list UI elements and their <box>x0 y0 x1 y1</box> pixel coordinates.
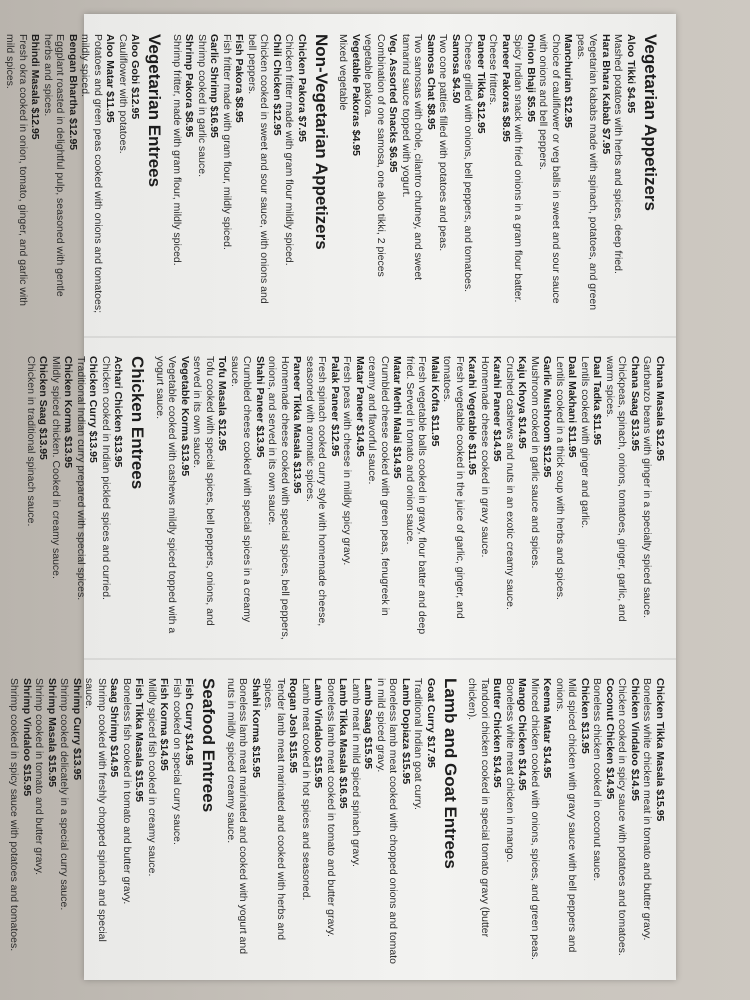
menu-item-description: Chicken cooked in sweet and sour sauce, with onions and bell peppers. <box>246 34 271 304</box>
menu-item-description: Eggplant roasted in delightful pulp, seasoned with gentle herbs and spices. <box>42 34 67 297</box>
menu-item-description: Fresh vegetable balls cooked in gravy, flour batter and deep fried. Served in tomato and onion sauce. <box>404 356 429 635</box>
menu-item-description: Potatoes and green peas cooked with onions and tomatoes; mildly spiced. <box>79 34 104 314</box>
menu-item-description: Cheese fritters. <box>487 34 500 106</box>
menu-item-description: Shrimp cooked in spicy sauce with potatoes and tomatoes. <box>8 678 21 952</box>
menu-item-description: Two samosas with chole, cilantro chutney, and sweet tamarind sauce topped with yogurt. <box>400 34 425 281</box>
menu-item <box>154 356 192 642</box>
menu-item-description: Boneless fish cooked in tomato and butter gravy. <box>121 678 133 905</box>
menu-item-description: Choice of cauliflower or veg balls in sweet and sour sauce with onions and bell peppers. <box>537 34 562 304</box>
menu-item-name-price: Onion Bhaji $5.95 <box>525 34 537 123</box>
menu-item-name-price: Tofu Masala $12.95 <box>216 356 229 451</box>
menu-item-name-price: Chicken Saag $13.95 <box>37 356 50 460</box>
menu-item-description: Crushed cashews and nuts in an exotic creamy sauce. <box>504 356 516 610</box>
menu-item <box>350 678 375 964</box>
menu-item <box>33 678 58 964</box>
menu-item-description: Mildly spiced fish cooked in creamy sauce. <box>146 678 158 877</box>
menu-item-name-price: Kaju Khoya $14.95 <box>516 356 529 449</box>
menu-item <box>246 34 284 320</box>
menu-item-name-price: Palak Paneer $12.95 <box>329 356 341 457</box>
menu-item-name-price: Matar Paneer $14.95 <box>354 356 366 457</box>
menu-item-description: Mildly spiced chicken. Cooked in creamy sauce. <box>50 356 62 579</box>
menu-item-name-price: Keema Matar $14.95 <box>541 678 554 779</box>
menu-sheet <box>4 14 676 980</box>
menu-item <box>337 34 362 320</box>
menu-item-description: Traditional Indian goat curry. <box>412 678 425 810</box>
menu-item-name-price: Vegetable Korma $13.95 <box>179 356 191 477</box>
menu-item-name-price: Lamb Tikka Masala $16.95 <box>337 678 350 809</box>
menu-item-description: Fresh spinach cooked curry style with homemade cheese, seasoned with aromatic spices. <box>304 356 329 627</box>
section-title: Vegetarian Entrees <box>145 34 165 188</box>
menu-item-description: Fish fritter made with gram flour, mildly spiced. <box>221 34 233 250</box>
menu-item-description: Homemade cheese cooked in gravy sauce. <box>479 356 491 558</box>
menu-item-name-price: Veg. Assorted Snacks $6.95 <box>387 34 400 173</box>
menu-item-description: Crumbled cheese cooked with special spices in a creamy sauce. <box>229 356 254 623</box>
menu-item-name-price: Paneer Tikka Masala $13.95 <box>291 356 304 494</box>
menu-item-description: Mixed vegetable <box>337 34 350 111</box>
menu-item <box>554 356 579 642</box>
menu-item <box>121 678 146 964</box>
menu-item <box>554 678 592 964</box>
menu-item <box>404 356 442 642</box>
menu-item <box>79 34 117 320</box>
menu-item-description: Tender lamb meat marinated and cooked with herbs and spices. <box>262 678 287 941</box>
menu-item <box>262 678 300 964</box>
menu-item <box>437 34 462 320</box>
menu-item-name-price: Daal Tadka $11.95 <box>591 356 604 446</box>
menu-item-description: Boneless lamb meat cooked with chopped onions and tomato in mild spiced gravy. <box>375 678 400 965</box>
menu-item-name-price: Fish Tikka Masala $15.95 <box>133 678 146 803</box>
menu-panel-2 <box>25 336 676 658</box>
menu-item <box>462 34 487 320</box>
menu-item-description: Combination of one samosa, one aloo tikki, 2 pieces vegetable pakora. <box>362 34 387 277</box>
menu-item-name-price: Garlic Mushroom $12.95 <box>541 356 554 478</box>
menu-item-description: Fish cooked on special curry sauce. <box>171 678 183 845</box>
menu-item-name-price: Shahi Paneer $13.95 <box>254 356 266 458</box>
menu-item <box>362 34 400 320</box>
menu-item-name-price: Chana Saag $13.95 <box>629 356 641 452</box>
menu-item-name-price: Shrimp Vindaloo $15.95 <box>21 678 33 797</box>
menu-item-name-price: Chicken Pakora $7.95 <box>296 34 308 142</box>
menu-item <box>341 356 366 642</box>
menu-item-description: Fresh peas with cheese in mildly spicy gravy. <box>341 356 354 566</box>
menu-item <box>591 678 616 964</box>
menu-item-description: Vegetable cooked with cashews mildly spiced topped with a yogurt sauce. <box>154 356 179 634</box>
menu-item-description: Cheese grilled with onions, bell peppers, and tomatoes. <box>462 34 475 292</box>
menu-item <box>504 678 529 964</box>
menu-item-description: Boneless lamb meat cooked in tomato and butter gravy. <box>325 678 337 937</box>
menu-item <box>375 678 413 964</box>
menu-item <box>529 356 554 642</box>
menu-item-name-price: Chicken Tikka Masala $15.95 <box>654 678 666 822</box>
menu-item-description: Chicken cooked in Indian pickled spices and curried. <box>100 356 112 600</box>
menu-item-name-price: Chana Masala $12.95 <box>654 356 666 462</box>
menu-item-name-price: Aloo Tikki $4.95 <box>625 34 637 114</box>
menu-item <box>412 678 437 964</box>
menu-item <box>25 356 50 642</box>
menu-item-name-price: Goat Curry $17.95 <box>425 678 437 768</box>
menu-item-name-price: Lamb Saag $15.95 <box>362 678 375 770</box>
menu-item <box>575 34 613 320</box>
menu-item <box>441 356 479 642</box>
menu-item-description: Spicy Indian snack with fried onions in a gram flour batter. <box>512 34 525 303</box>
menu-item <box>171 678 196 964</box>
section-title: Lamb and Goat Entrees <box>441 678 460 869</box>
menu-item-description: Chicken fritter made with gram flour mildly spiced. <box>283 34 296 266</box>
menu-item-description: Shrimp cooked in tomato and butter gravy. <box>33 678 46 876</box>
section-title: Vegetarian Appetizers <box>641 34 660 211</box>
menu-item-description: Lentils cooked with ginger and garlic. <box>579 356 591 529</box>
menu-item-name-price: Garlic Shrimp $16.95 <box>208 34 221 138</box>
menu-item-name-price: Chili Chicken $12.95 <box>271 34 283 136</box>
menu-item-description: Mashed potatoes with herbs and spices, deep fried. <box>612 34 625 274</box>
menu-item-description: Lentils cooked in a thick soup with herbs and spices. <box>554 356 566 600</box>
menu-item <box>529 678 554 964</box>
menu-item-name-price: Shahi Korma $15.95 <box>250 678 262 778</box>
menu-item <box>579 356 604 642</box>
menu-item-name-price: Chicken $13.95 <box>579 678 591 754</box>
section-title: Seafood Entrees <box>199 678 219 813</box>
menu-item <box>8 678 33 964</box>
section-title: Non-Vegetarian Appetizers <box>312 34 331 250</box>
menu-item <box>512 34 537 320</box>
menu-item-description: Shrimp cooked delicately in a special curry sauce. <box>58 678 71 911</box>
menu-item <box>400 34 438 320</box>
menu-item <box>42 34 80 320</box>
menu-item <box>612 34 637 320</box>
menu-item <box>225 678 263 964</box>
menu-item <box>83 678 121 964</box>
menu-item-description: Fresh okra cooked in onion, tomato, ginger, and garlic with mild spices. <box>4 34 29 306</box>
menu-item-description: Chicken in traditional spinach sauce. <box>25 356 37 527</box>
menu-item <box>75 356 100 642</box>
menu-item-description: Chickpeas, spinach, onions, tomatoes, ginger, garlic, and warm spices. <box>604 356 629 622</box>
menu-item <box>466 678 504 964</box>
menu-item-name-price: Chicken Korma $13.95 <box>62 356 75 469</box>
menu-item-name-price: Hara Bhara Kabab $7.95 <box>600 34 612 155</box>
menu-item-description: Minced chicken cooked with onions, spices, and green peas. <box>529 678 541 960</box>
menu-item-name-price: Vegetable Pakoras $4.95 <box>350 34 362 156</box>
menu-item-name-price: Chicken Curry $13.95 <box>87 356 100 463</box>
menu-item-name-price: Aloo Gobi $12.95 <box>129 34 142 120</box>
menu-item-description: Cauliflower with potatoes. <box>117 34 129 154</box>
menu-panel-1 <box>4 14 676 336</box>
menu-item-name-price: Samosa Chat $8.95 <box>425 34 437 130</box>
menu-item-description: Crumbled cheese cooked with green peas, fenugreek in creamy and flavorful sauce. <box>366 356 391 616</box>
menu-item-description: Lamb meat in mild spiced spinach gravy. <box>350 678 362 867</box>
menu-item-name-price: Matar Methi Malai $14.95 <box>391 356 404 479</box>
menu-item-name-price: Lamb Dopiaza $15.95 <box>400 678 412 785</box>
menu-item-description: Chicken cooked in spicy sauce with potatoes and tomatoes. <box>616 678 629 956</box>
menu-item-name-price: Mango Chicken $14.95 <box>516 678 529 791</box>
menu-item <box>196 34 221 320</box>
menu-item <box>604 356 642 642</box>
menu-item <box>171 34 196 320</box>
menu-item <box>58 678 83 964</box>
menu-item-name-price: Paneer Tikka $12.95 <box>475 34 487 134</box>
menu-item <box>191 356 229 642</box>
menu-item-description: Shrimp cooked with freshly chopped spinach and special sauce. <box>83 678 108 942</box>
menu-item-description: Shrimp cooked in garlic sauce. <box>196 34 208 177</box>
menu-item <box>641 356 666 642</box>
menu-item-name-price: Daal Makhani $11.95 <box>566 356 579 458</box>
menu-item-description: Mild spiced chicken with gravy sauce with bell peppers and onions. <box>554 678 579 953</box>
menu-item-description: Two cone patties filled with potatoes and peas. <box>437 34 450 252</box>
menu-item <box>266 356 304 642</box>
menu-item-description: Tofu cooked with special spices, bell peppers, onions, and served in its own sauce. <box>191 356 216 626</box>
menu-item <box>283 34 308 320</box>
menu-item-name-price: Shrimp Curry $13.95 <box>71 678 83 781</box>
menu-item <box>366 356 404 642</box>
menu-item-name-price: Paneer Pakoras $8.95 <box>500 34 512 142</box>
menu-item-description: Lamb meat cooked in hot spices and seasoned. <box>300 678 312 901</box>
menu-item-name-price: Bengan Bhartha $12.95 <box>67 34 79 151</box>
menu-item-description: Boneless chicken cooked in coconut sauce. <box>591 678 604 882</box>
menu-item <box>504 356 529 642</box>
menu-item-name-price: Karahi Vegetable $11.95 <box>466 356 479 476</box>
menu-item <box>221 34 246 320</box>
menu-item-name-price: Lamb Vindaloo $15.95 <box>312 678 325 789</box>
menu-item <box>641 678 666 964</box>
menu-item-description: Traditional Indian curry prepared with special spices. <box>75 356 87 601</box>
menu-item <box>537 34 575 320</box>
menu-item-name-price: Fish Pakora $8.95 <box>233 34 246 123</box>
menu-item-name-price: Shrimp Pakora $8.95 <box>183 34 196 138</box>
menu-item <box>479 356 504 642</box>
menu-item-name-price: Malai Kofta $11.95 <box>429 356 441 447</box>
menu-item-name-price: Shrimp Masala $15.95 <box>46 678 58 788</box>
menu-item <box>117 34 142 320</box>
section-title: Chicken Entrees <box>128 356 148 490</box>
menu-item <box>50 356 75 642</box>
menu-item-name-price: Fish Curry $14.95 <box>183 678 196 766</box>
menu-item <box>300 678 325 964</box>
menu-content-rotated <box>4 14 676 980</box>
menu-item-description: Fresh vegetable cooked in the juice of garlic, ginger, and tomatoes. <box>441 356 466 619</box>
menu-item-description: Vegetarian kababs made with spinach, potatoes, and green peas. <box>575 34 600 311</box>
menu-item <box>304 356 342 642</box>
menu-item-description: Boneless white meat chicken in mango. <box>504 678 516 863</box>
menu-item <box>100 356 125 642</box>
menu-item-description: Boneless lamb meat marinated and cooked with yogurt and nuts in mildly spiced creamy sauce. <box>225 678 250 955</box>
menu-item-name-price: Aloo Matar $11.95 <box>104 34 117 123</box>
menu-item-name-price: Samosa $4.50 <box>450 34 462 104</box>
menu-item-description: Shrimp fritter, made with gram flour, mildly spiced. <box>171 34 183 266</box>
menu-item-name-price: Manchurian $12.95 <box>562 34 575 128</box>
menu-item <box>487 34 512 320</box>
menu-item-name-price: Coconut Chicken $14.95 <box>604 678 616 800</box>
menu-item-name-price: Saag Shrimp $14.95 <box>108 678 121 778</box>
menu-item-description: Tandoori chicken cooked in special tomato gravy (butter chicken). <box>466 678 491 938</box>
menu-item-name-price: Karahi Paneer $14.95 <box>491 356 504 462</box>
menu-item-description: Homemade cheese cooked with special spices, bell peppers, onions, and served in its own sauce. <box>266 356 291 640</box>
menu-item-name-price: Bhindi Masala $12.95 <box>29 34 42 140</box>
menu-item-name-price: Chicken Vindaloo $14.95 <box>629 678 641 801</box>
menu-item <box>4 34 42 320</box>
menu-item <box>229 356 267 642</box>
menu-item <box>325 678 350 964</box>
menu-item-name-price: Fish Korma $14.95 <box>158 678 171 771</box>
menu-item-name-price: Rogan Josh $15.95 <box>287 678 300 774</box>
menu-panel-3 <box>8 658 676 980</box>
menu-item-name-price: Butter Chicken $14.95 <box>491 678 504 788</box>
menu-item-description: Boneless white chicken meat in tomato and butter gravy. <box>641 678 654 941</box>
menu-item <box>616 678 641 964</box>
menu-item-description: Mushroom cooked in garlic sauce and spices. <box>529 356 541 569</box>
menu-item-name-price: Achari Chicken $13.95 <box>112 356 125 468</box>
menu-item-description: Garbanzo beans with ginger in a specialty spiced sauce. <box>641 356 654 619</box>
menu-item <box>146 678 171 964</box>
